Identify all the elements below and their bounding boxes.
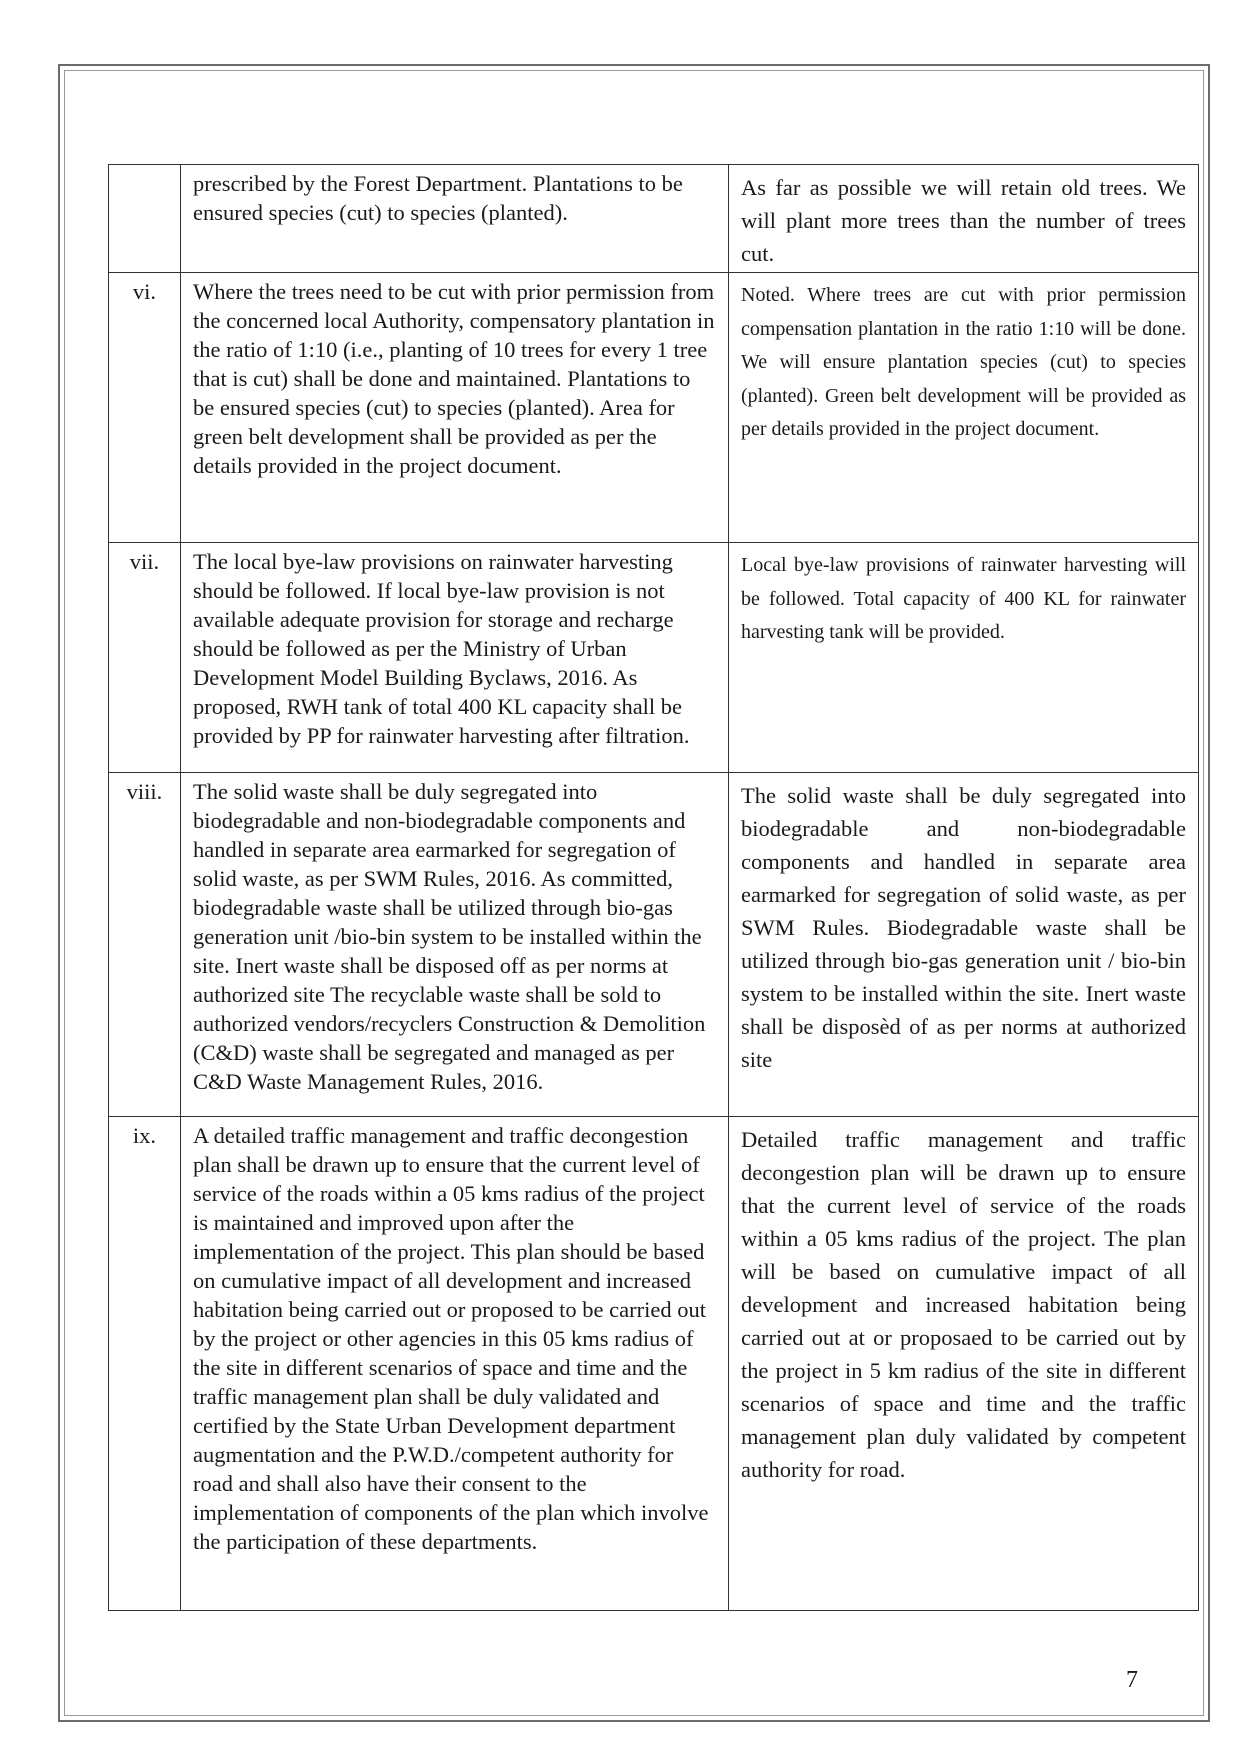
condition-text: prescribed by the Forest Department. Plantations to be ensured species (cut) to species (planted). [181,165,729,273]
response-text: Noted. Where trees are cut with prior permission compensation plantation in the ratio 1:10 will be done. We will ensure plantation species (cut) to species (planted). Green belt development will be provided as per details provided in the project document. [729,273,1199,543]
response-text: The solid waste shall be duly segregated into biodegradable and non-biodegradable components and handled in separate area earmarked for segregation of solid waste, as per SWM Rules. Biodegradable waste shall be utilized through bio-gas generation unit / bio-bin system to be installed within the site. Inert waste shall be disposèd of as per norms at authorized site [729,773,1199,1117]
row-number [109,165,181,273]
table-row [109,165,1199,273]
row-number: viii. [109,773,181,1117]
page-number: 7 [1126,1667,1138,1693]
conditions-table [108,164,1199,1611]
condition-text: Where the trees need to be cut with prior permission from the concerned local Authority, compensatory plantation in the ratio of 1:10 (i.e., planting of 10 trees for every 1 tree that is cut) shall be done and maintained. Plantations to be ensured species (cut) to species (planted). Area for green belt development shall be provided as per the details provided in the project document. [181,273,729,543]
table-row [109,1117,1199,1611]
table-row [109,773,1199,1117]
condition-text: The local bye-law provisions on rainwater harvesting should be followed. If local bye-law provision is not available adequate provision for storage and recharge should be followed as per the Ministry of Urban Development Model Building Byclaws, 2016. As proposed, RWH tank of total 400 KL capacity shall be provided by PP for rainwater harvesting after filtration. [181,543,729,773]
response-text: Local bye-law provisions of rainwater harvesting will be followed. Total capacity of 400 KL for rainwater harvesting tank will be provided. [729,543,1199,773]
table-row [109,543,1199,773]
response-text: As far as possible we will retain old trees. We will plant more trees than the number of trees cut. [729,165,1199,273]
row-number: vii. [109,543,181,773]
table-row [109,273,1199,543]
condition-text: A detailed traffic management and traffic decongestion plan shall be drawn up to ensure that the current level of service of the roads within a 05 kms radius of the project is maintained and improved upon after the implementation of the project. This plan should be based on cumulative impact of all development and increased habitation being carried out or proposed to be carried out by the project or other agencies in this 05 kms radius of the site in different scenarios of space and time and the traffic management plan shall be duly validated and certified by the State Urban Development department augmentation and the P.W.D./competent authority for road and shall also have their consent to the implementation of components of the plan which involve the participation of these departments. [181,1117,729,1611]
row-number: vi. [109,273,181,543]
row-number: ix. [109,1117,181,1611]
condition-text: The solid waste shall be duly segregated into biodegradable and non-biodegradable components and handled in separate area earmarked for segregation of solid waste, as per SWM Rules, 2016. As committed, biodegradable waste shall be utilized through bio-gas generation unit /bio-bin system to be installed within the site. Inert waste shall be disposed off as per norms at authorized site The recyclable waste shall be sold to authorized vendors/recyclers Construction & Demolition (C&D) waste shall be segregated and managed as per C&D Waste Management Rules, 2016. [181,773,729,1117]
response-text: Detailed traffic management and traffic decongestion plan will be drawn up to ensure that the current level of service of the roads within a 05 kms radius of the project. The plan will be based on cumulative impact of all development and increased habitation being carried out at or proposaed to be carried out by the project in 5 km radius of the site in different scenarios of space and time and the traffic management plan duly validated by competent authority for road. [729,1117,1199,1611]
